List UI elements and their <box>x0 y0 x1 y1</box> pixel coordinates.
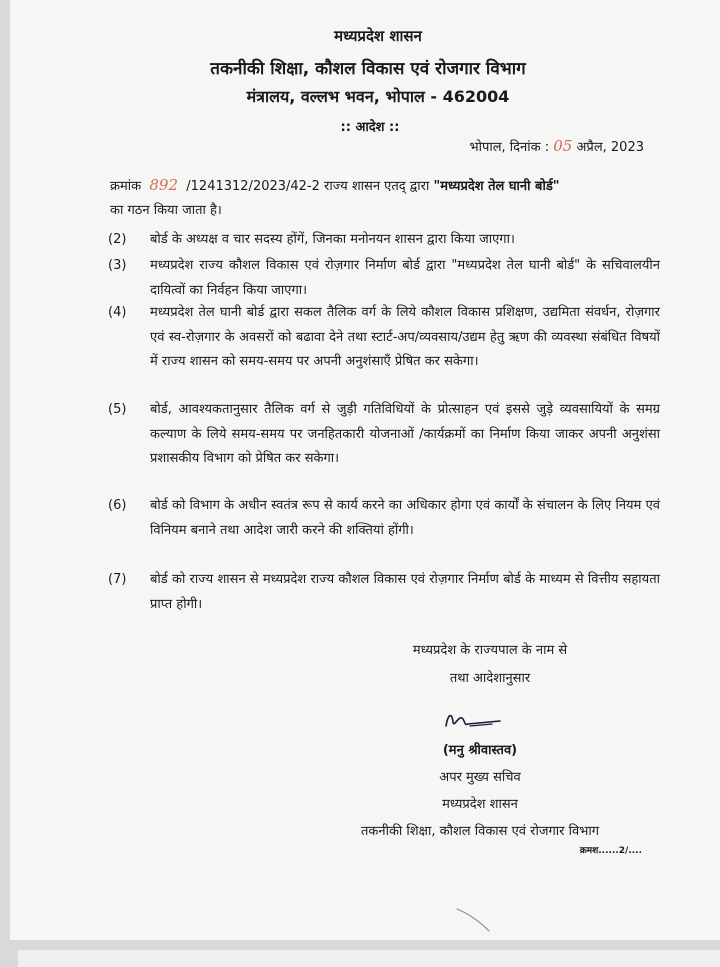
board-name: "मध्यप्रदेश तेल घानी बोर्ड" <box>433 179 560 194</box>
list-item <box>100 398 660 472</box>
list-item <box>100 568 660 617</box>
item-text: बोर्ड, आवश्यकतानुसार तैलिक वर्ग से जुड़ी गतिविधियों के प्रोत्साहन एवं इससे जुड़े व्यवसायियों के समग्र कल्याण के लिये समय-समय पर जनहितकारी योजनाओं /कार्यक्रमों का निर्माण किया जाकर अपनी अनुशंसा प्रशासकीय विभाग को प्रेषित कर सकेगा। <box>150 402 660 466</box>
handwritten-signature <box>440 708 510 732</box>
item-number: (7) <box>108 572 127 587</box>
closing-line-2: तथा आदेशानुसार <box>449 671 531 686</box>
order-title: :: आदेश :: <box>340 120 400 135</box>
item-number: (6) <box>108 498 127 513</box>
list-item <box>100 254 660 303</box>
date-prefix: भोपाल, दिनांक : <box>469 140 550 155</box>
closing-line-1: मध्यप्रदेश के राज्यपाल के नाम से <box>412 643 568 658</box>
signatory-name: (मनु श्रीवास्तव) <box>442 743 518 758</box>
closing-block <box>360 637 620 693</box>
item-text: मध्यप्रदेश तेल घानी बोर्ड द्वारा सकल तैलिक वर्ग के लिये कौशल विकास प्रशिक्षण, उद्यमिता संवर्धन, रोज़गार एवं स्व-रोज़गार के अवसरों को बढावा देने तथा स्टार्ट-अप/व्यवसाय/उद्यम हेतु ऋण की व्यवस्था संबंधित विषयों में राज्य शासन को समय-समय पर अपनी अनुशंसाएँ प्रेषित कर सकेगा। <box>150 305 660 369</box>
date-day-handwritten: 05 <box>553 137 573 155</box>
signatory-designation: अपर मुख्य सचिव <box>439 770 521 785</box>
reference-label: क्रमांक <box>110 179 142 194</box>
stray-pen-mark <box>455 905 495 935</box>
item-number: (3) <box>108 258 127 273</box>
reference-number-handwritten: 892 <box>149 176 179 194</box>
reference-code: /1241312/2023/42-2 राज्य शासन एतद् द्वारा <box>186 179 430 194</box>
list-item <box>100 228 660 253</box>
item-text: बोर्ड को राज्य शासन से मध्यप्रदेश राज्य कौशल विकास एवं रोज़गार निर्माण बोर्ड के माध्यम से वित्तीय सहायता प्राप्त होगी। <box>150 572 660 612</box>
continuation-note: क्रमश......2/.... <box>579 846 642 856</box>
signatory-office: मध्यप्रदेश शासन <box>442 797 518 812</box>
item-text: बोर्ड को विभाग के अधीन स्वतंत्र रूप से कार्य करने का अधिकार होगा एवं कार्यों के संचालन के लिए नियम एवं विनियम बनाने तथा आदेश जारी करने की शक्तियां होंगी। <box>150 498 660 538</box>
next-page-edge <box>18 950 720 967</box>
item-text: मध्यप्रदेश राज्य कौशल विकास एवं रोज़गार निर्माण बोर्ड द्वारा "मध्यप्रदेश तेल घानी बोर्ड" के सचिवालयीन दायित्वों का निर्वहन किया जाएगा। <box>150 258 660 298</box>
reference-tail: का गठन किया जाता है। <box>110 203 222 218</box>
header-department: तकनीकी शिक्षा, कौशल विकास एवं रोजगार विभाग <box>210 59 526 79</box>
item-number: (5) <box>108 402 127 417</box>
header-government: मध्यप्रदेश शासन <box>334 27 422 45</box>
signatory-department: तकनीकी शिक्षा, कौशल विकास एवं रोजगार विभाग <box>360 824 600 839</box>
list-item <box>100 301 660 375</box>
item-number: (4) <box>108 305 127 320</box>
date-suffix: अप्रैल, 2023 <box>576 140 644 155</box>
signatory-block <box>320 737 640 845</box>
reference-paragraph <box>110 173 650 223</box>
list-item <box>100 494 660 543</box>
header-address: मंत्रालय, वल्लभ भवन, भोपाल - 462004 <box>246 87 510 106</box>
item-text: बोर्ड के अध्यक्ष व चार सदस्य होंगें, जिनका मनोनयन शासन द्वारा किया जाएगा। <box>150 232 515 247</box>
order-date <box>0 137 644 155</box>
item-number: (2) <box>108 232 127 247</box>
